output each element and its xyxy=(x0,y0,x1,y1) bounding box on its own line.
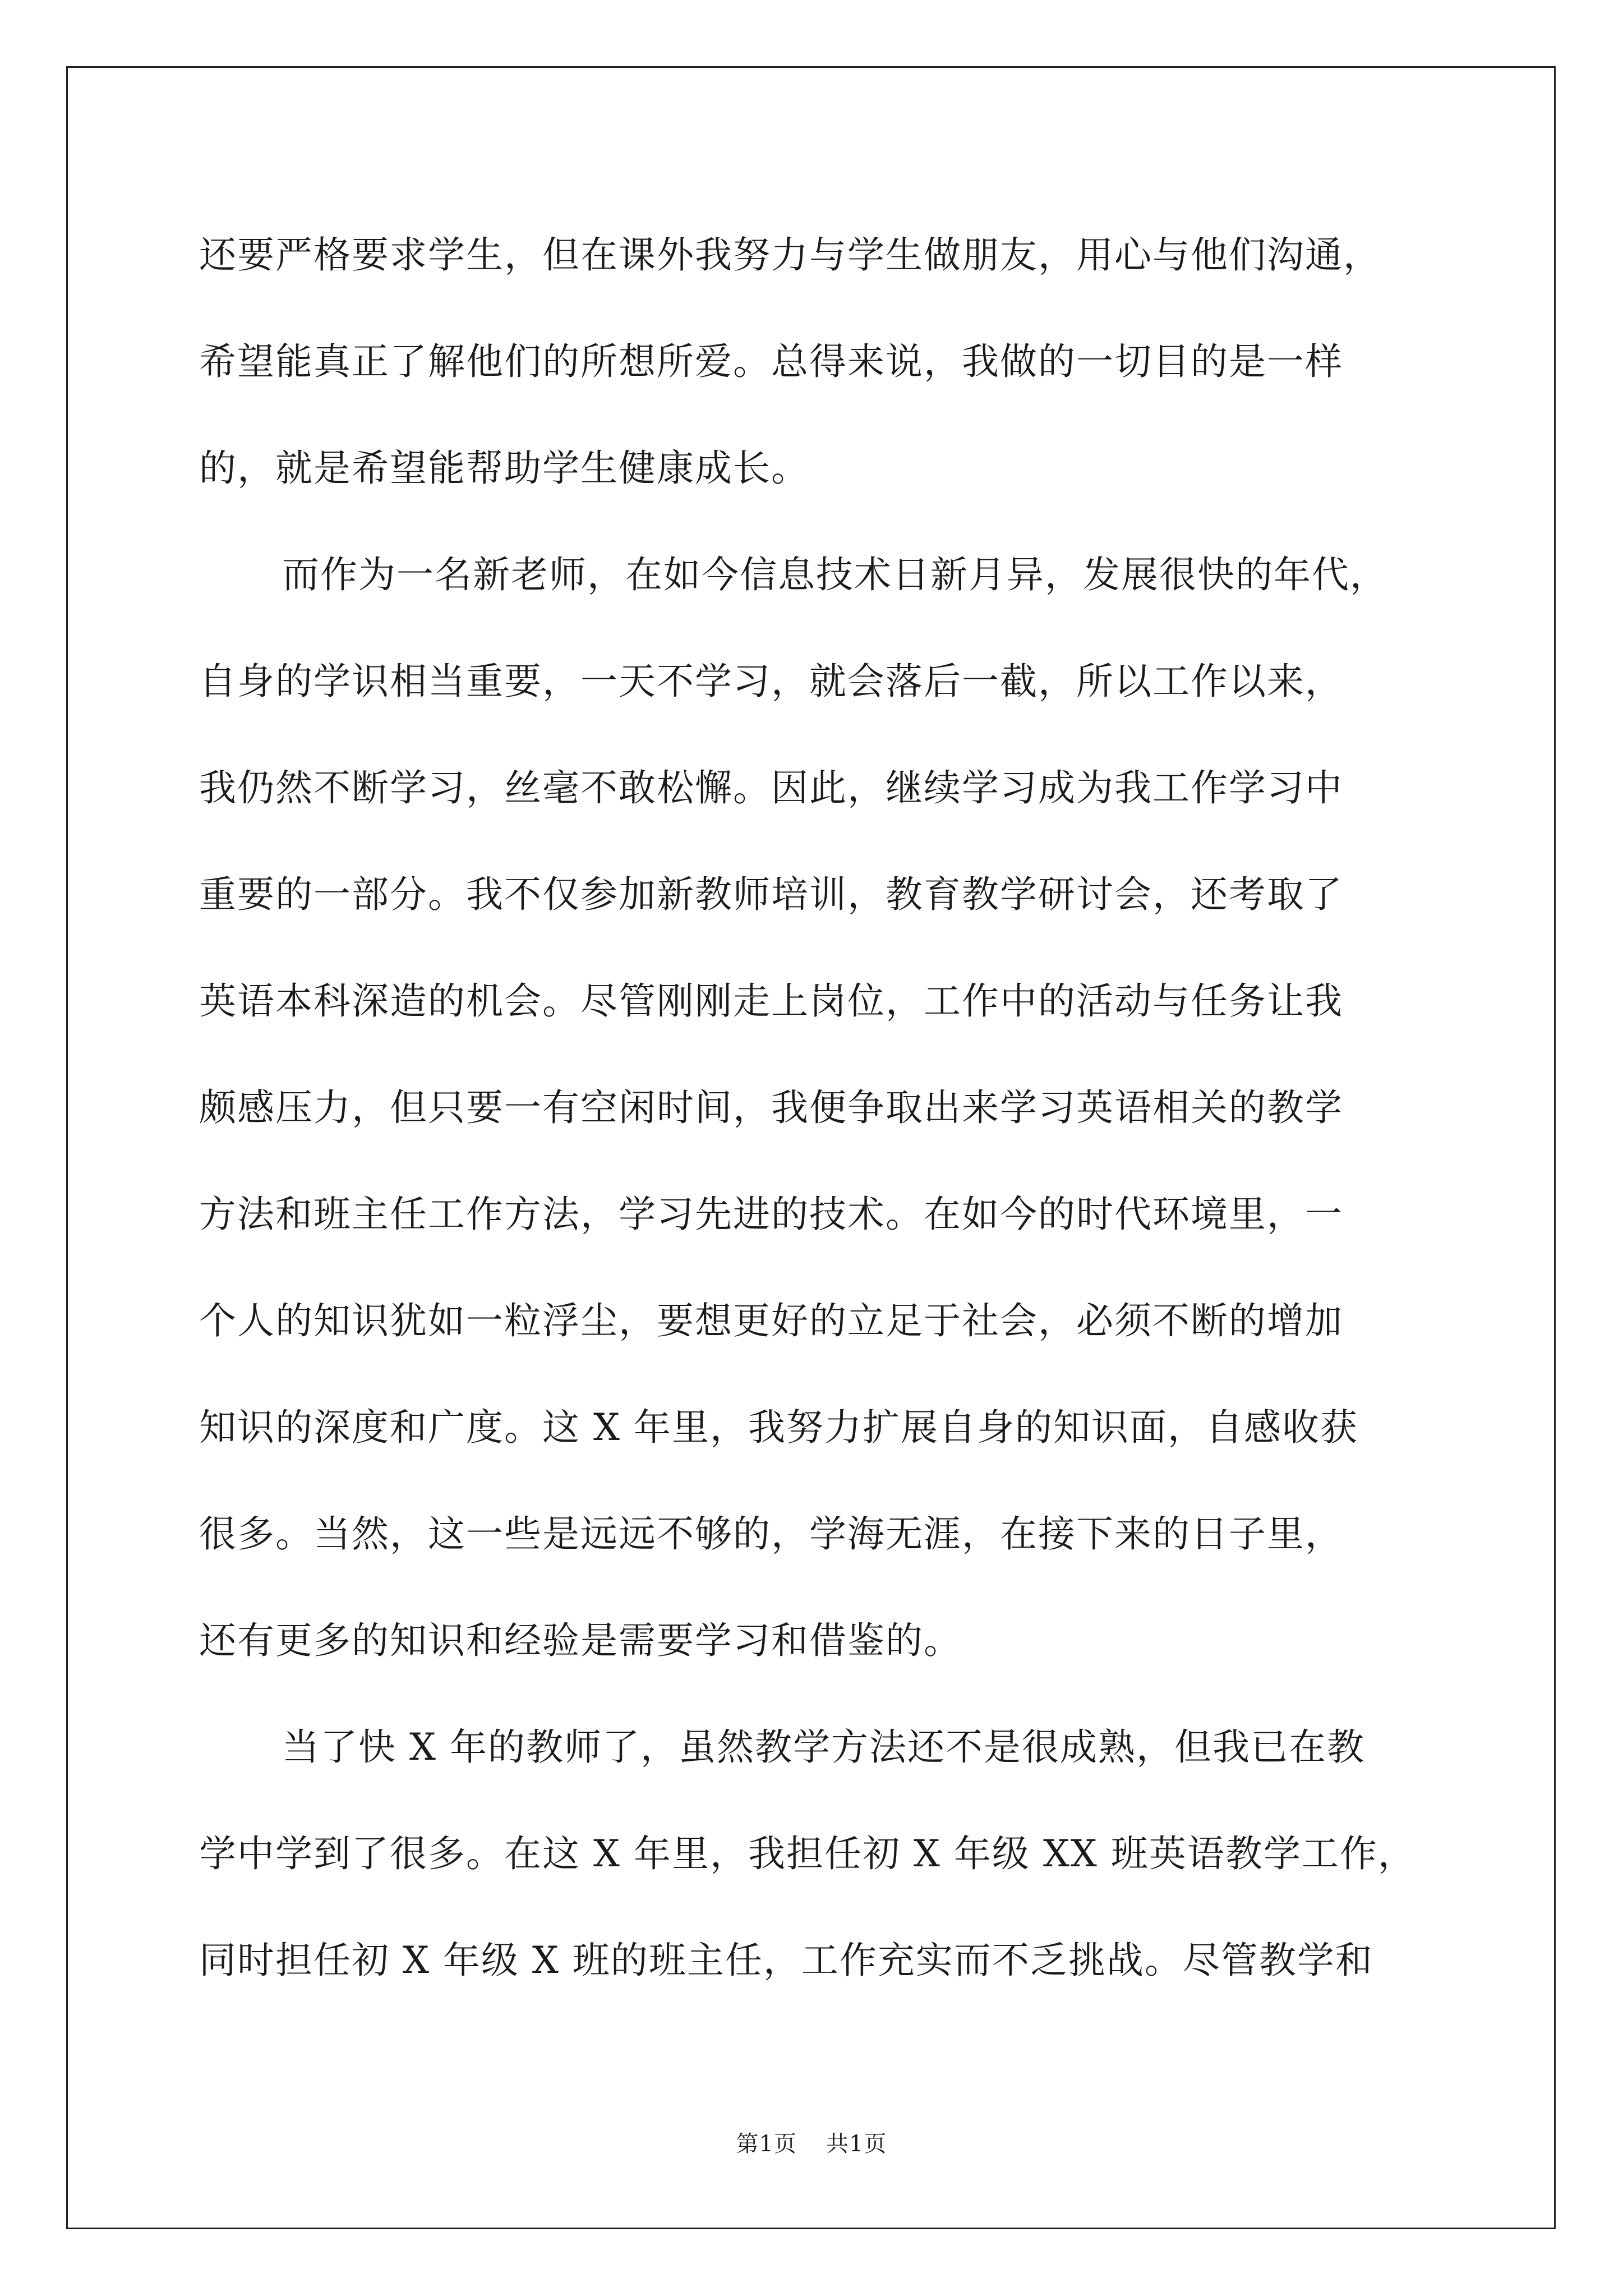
text-line: 学中学到了很多。在这 X 年里，我担任初 X 年级 XX 班英语教学工作， xyxy=(199,1832,1416,1875)
text-line: 同时担任初 X 年级 X 班的班主任，工作充实而不乏挑战。尽管教学和 xyxy=(199,1939,1373,1982)
text-line: 很多。当然，这一些是远远不够的，学海无涯，在接下来的日子里， xyxy=(199,1512,1343,1556)
text-line: 方法和班主任工作方法，学习先进的技术。在如今的时代环境里，一 xyxy=(199,1193,1343,1236)
text-line: 重要的一部分。我不仅参加新教师培训，教育教学研讨会，还考取了 xyxy=(199,873,1343,916)
document-body xyxy=(199,202,1433,2014)
paragraph-first-line: 当了快 X 年的教师了，虽然教学方法还不是很成熟，但我已在教 xyxy=(282,1726,1365,1769)
text-line: 自身的学识相当重要，一天不学习，就会落后一截，所以工作以来， xyxy=(199,660,1343,703)
text-line: 还要严格要求学生，但在课外我努力与学生做朋友，用心与他们沟通， xyxy=(199,233,1381,277)
page-total: 共1页 xyxy=(826,2131,887,2157)
text-line: 的，就是希望能帮助学生健康成长。 xyxy=(199,447,809,490)
text-line: 英语本科深造的机会。尽管刚刚走上岗位，工作中的活动与任务让我 xyxy=(199,979,1343,1023)
text-line: 我仍然不断学习，丝毫不敢松懈。因此，继续学习成为我工作学习中 xyxy=(199,766,1343,809)
paragraph-first-line: 而作为一名新老师，在如今信息技术日新月异，发展很快的年代， xyxy=(282,553,1388,596)
text-line: 知识的深度和广度。这 X 年里，我努力扩展自身的知识面，自感收获 xyxy=(199,1406,1358,1449)
text-line: 颇感压力，但只要一有空闲时间，我便争取出来学习英语相关的教学 xyxy=(199,1086,1343,1129)
text-line: 还有更多的知识和经验是需要学习和借鉴的。 xyxy=(199,1619,962,1662)
text-line: 个人的知识犹如一粒浮尘，要想更好的立足于社会，必须不断的增加 xyxy=(199,1299,1343,1342)
page-footer xyxy=(0,2126,1623,2158)
text-line: 希望能真正了解他们的所想所爱。总得来说，我做的一切目的是一样 xyxy=(199,340,1343,383)
page-number: 第1页 xyxy=(736,2131,797,2157)
